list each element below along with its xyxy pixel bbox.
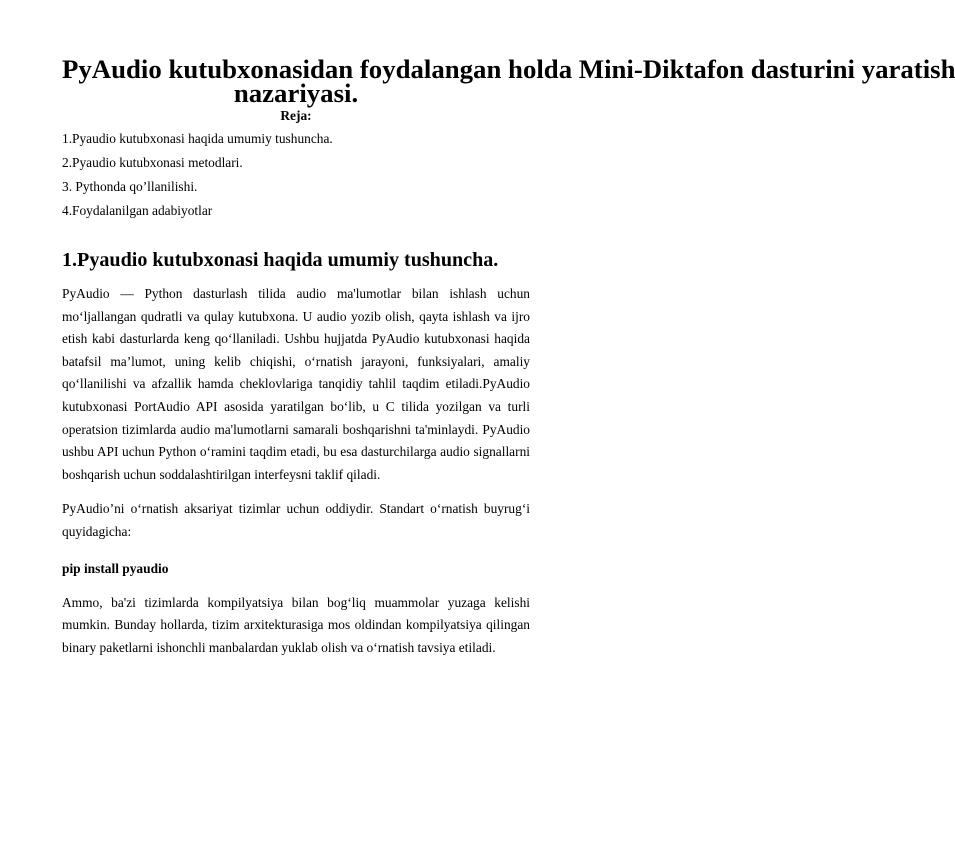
document-title bbox=[62, 54, 955, 108]
document-title-line-1: PyAudio kutubxonasidan foydalangan holda Mini-Diktafon dasturini yaratish bbox=[62, 54, 955, 84]
body-paragraph: Ammo, ba'zi tizimlarda kompilyatsiya bilan bog‘liq muammolar yuzaga kelishi mumkin. Bunday hollarda, tizim arxitekturasiga mos oldindan kompilyatsiya qilingan binary paketlarni ishonchli manbalardan yuklab olish va o‘rnatish tavsiya etiladi. bbox=[62, 594, 530, 655]
section-heading: 1.Pyaudio kutubxonasi haqida umumiy tushuncha. bbox=[62, 249, 499, 271]
plan-item: 1.Pyaudio kutubxonasi haqida umumiy tushuncha. bbox=[62, 131, 333, 146]
plan-item: 2.Pyaudio kutubxonasi metodlari. bbox=[62, 155, 243, 170]
plan-item: 4.Foydalanilgan adabiyotlar bbox=[62, 203, 213, 218]
install-command: pip install pyaudio bbox=[62, 560, 169, 576]
plan-heading: Reja: bbox=[280, 108, 312, 123]
document-body bbox=[62, 54, 955, 659]
plan-list bbox=[62, 127, 530, 223]
plan-item: 3. Pythonda qo’llanilishi. bbox=[62, 179, 198, 194]
body-paragraph: PyAudio — Python dasturlash tilida audio ma'lumotlar bilan ishlash uchun mo‘ljallangan qudratli va qulay kutubxona. U audio yozib olish, qayta ishlash va ijro etish kabi dasturlarda keng qo‘llaniladi. Ushbu hujjatda PyAudio kutubxonasi haqida batafsil ma’lumot, uning kelib chiqishi, o‘rnatish jarayoni, funksiyalari, amaliy qo‘llanilishi va afzallik hamda cheklovlariga tanqidiy tahlil taqdim etiladi.PyAudio kutubxonasi PortAudio API asosida yaratilgan bo‘lib, u C tilida yozilgan va turli operatsion tizimlarda audio ma'lumotlarni samarali boshqarishni ta'minlaydi. PyAudio ushbu API uchun Python o‘ramini taqdim etadi, bu esa dasturchilarga audio signallarni boshqarish uchun soddalashtirilgan interfeysni taklif qiladi. bbox=[62, 286, 530, 482]
body-paragraph: PyAudio’ni o‘rnatish aksariyat tizimlar uchun oddiydir. Standart o‘rnatish buyrug‘i quyidagicha: bbox=[62, 501, 530, 539]
document-title-line-2: nazariyasi. bbox=[233, 78, 359, 108]
